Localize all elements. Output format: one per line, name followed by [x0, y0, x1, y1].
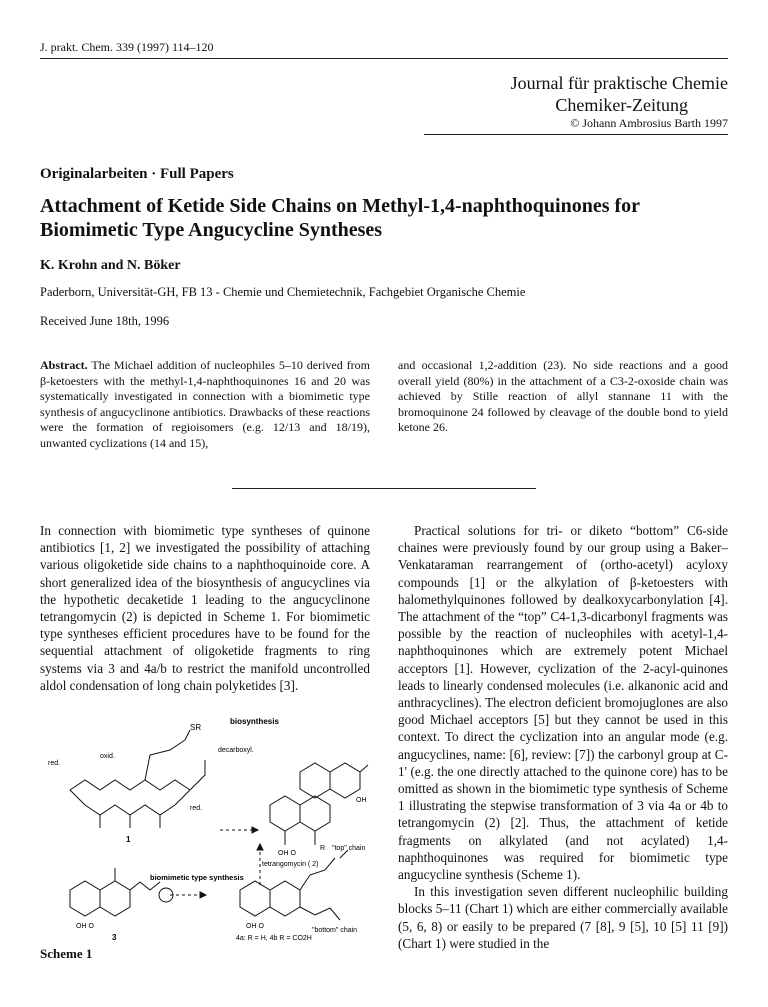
authors: K. Krohn and N. Böker: [40, 258, 181, 273]
received-date: Received June 18th, 1996: [40, 314, 170, 328]
body-column-1: [40, 522, 370, 694]
scheme-label-oh-tet: OH: [356, 797, 367, 804]
body-paragraph-1: In connection with biomimetic type syntheses of quinone antibiotics [1, 2] we investigated the possibility of attaching various oligoketide side chains to a naphthoquinoide core. A short generalized idea of the biosynthesis of angucyclines via the hypothetic decaketide 1 leading to the angucyclinone tetrangomycin (2) is depicted in Scheme 1. For biomimetic type syntheses efficient procedures have to be found for the sequential attachment of oligoketide fragments to ring systems via 3 and 4a/b to restrict the manifold uncontrolled aldol condensation of long chain polyketides [3].: [40, 523, 370, 693]
ring-a: [270, 796, 300, 831]
scheme-label-red-2: red.: [190, 805, 203, 812]
scheme-label-r: R: [320, 845, 326, 852]
scheme-label-biosynthesis: biosynthesis: [230, 717, 279, 726]
body-paragraph-2: Practical solutions for tri- or diketo “bottom” C6-side chaines were previously found by our group using a Baker–Venkataraman rearrangement of (ortho-acetyl) acyloxy compounds [1] or the alkylation of β-ketoesters with halomethylquinones followed by dealkoxycarbonylation [4]. The attachment of the “top” C4-1,3-dicarbonyl fragments was possible by the reaction of nucleophiles with acetyl-1,4-naphthoquinones which are extremely potent Michael acceptors [1]. However, cyclization of the 2-acyl-quinones leads to linearly condensed molecules (i.e. alkanonic acid and anthracyclines). The electron deficient bromojuglones are also good Michael acceptors [5] but they cannot be used in this context. To direct the cyclization into an angular mode (e.g. angucyclines, name: [6], review: [7]) the carbonyl group at C-1' (e.g. the one directly attached to the quinone core) has to be omitted as shown in the biomimetic type synthesis of Scheme 1 illustrating the stepwise transformation of 3 via 4a or 4b to tetrangomycin (2) [2]. Thus, the attachment of ketide fragments on alkylated (and not acylated) 1,4-naphthoquinones was required for biomimetic type angucycline synthesis (Scheme 1).: [398, 523, 728, 883]
decaketide-chain-lower: [85, 805, 175, 815]
affiliation: Paderborn, Universität-GH, FB 13 - Chemie und Chemietechnik, Fachgebiet Organische Chemie: [40, 285, 526, 299]
article-title: Attachment of Ketide Side Chains on Methyl-1,4-naphthoquinones for Biomimetic Type Angucycline Syntheses: [40, 195, 640, 241]
compound-4-ring-1: [240, 881, 270, 916]
compound-4-ring-2: [270, 881, 300, 916]
decaketide-chain: [70, 780, 190, 790]
scheme-label-sr: SR: [190, 723, 202, 732]
compound-4-label: 4a: R = H, 4b R = CO2H: [236, 935, 312, 942]
scheme-label-oh-4: OH O: [246, 923, 264, 930]
abstract-rule: [232, 488, 536, 489]
abstract-column-2: [398, 358, 728, 436]
header-rule: [40, 58, 728, 59]
copyright-notice: © Johann Ambrosius Barth 1997: [570, 116, 728, 130]
running-header: J. prakt. Chem. 339 (1997) 114–120: [40, 40, 214, 54]
scheme-label-oh-3: OH O: [76, 923, 94, 930]
scheme-label-oh-o: OH O: [278, 850, 296, 857]
abstract-text-1: The Michael addition of nucleophiles 5–10 derived from β-ketoesters with the methyl-1,4-naphthoquinones 16 and 20 was systematically investigated in connection with a biomimetic type synthesis of angucyclinone antibiotics. Drawbacks of these reactions were the formation of regioisomers (e.g. 12/13 and 18/19), unwanted cyclizations (14 and 15),: [40, 358, 370, 450]
masthead-rule: [424, 134, 728, 135]
scheme-label-top-chain: "top" chain: [332, 845, 366, 852]
abstract-text-2: and occasional 1,2-addition (23). No side reactions and a good overall yield (80%) in the attachment of a C3-2-oxoside chain was achieved by Stille reaction of allyl stannane 11 with the bromoquinone 24 followed by cleavage of the double bond to yield ketone 26.: [398, 358, 728, 434]
scheme-label-bottom-chain: "bottom" chain: [312, 927, 358, 934]
section-heading: Originalarbeiten · Full Papers: [40, 166, 234, 182]
journal-name: Journal für praktische Chemie: [510, 73, 728, 93]
compound-3-label: 3: [112, 933, 117, 942]
compound-3-ring-2: [100, 881, 130, 916]
compound-3-ring-1: [70, 881, 100, 916]
journal-masthead: [368, 72, 728, 116]
tetrangomycin-label: tetrangomycin ( 2): [262, 861, 319, 868]
journal-subtitle: Chemiker-Zeitung: [555, 95, 688, 115]
body-paragraph-3: In this investigation seven different nucleophilic building blocks 5–11 (Chart 1) which are either commercially available (5, 6, 8) or easily to be prepared (7 [8], 9 [5], 10 [5] 11 [9]) (Chart 1) were studied in the: [398, 884, 728, 951]
ring-d: [330, 763, 360, 798]
scheme-label-biomimetic: biomimetic type synthesis: [150, 873, 244, 882]
ring-c: [300, 763, 330, 798]
compound-1-label: 1: [126, 835, 131, 844]
scheme-caption: Scheme 1: [40, 946, 93, 961]
abstract-label: Abstract.: [40, 358, 88, 372]
scheme-1-drawing: [40, 710, 370, 945]
ring-b: [300, 796, 330, 831]
body-column-2: [398, 522, 728, 952]
abstract-column-1: [40, 358, 370, 451]
scheme-label-red: red.: [48, 760, 61, 767]
scheme-label-decarboxyl: decarboxyl.: [218, 747, 254, 754]
scheme-label-oxid: oxid.: [100, 753, 115, 760]
